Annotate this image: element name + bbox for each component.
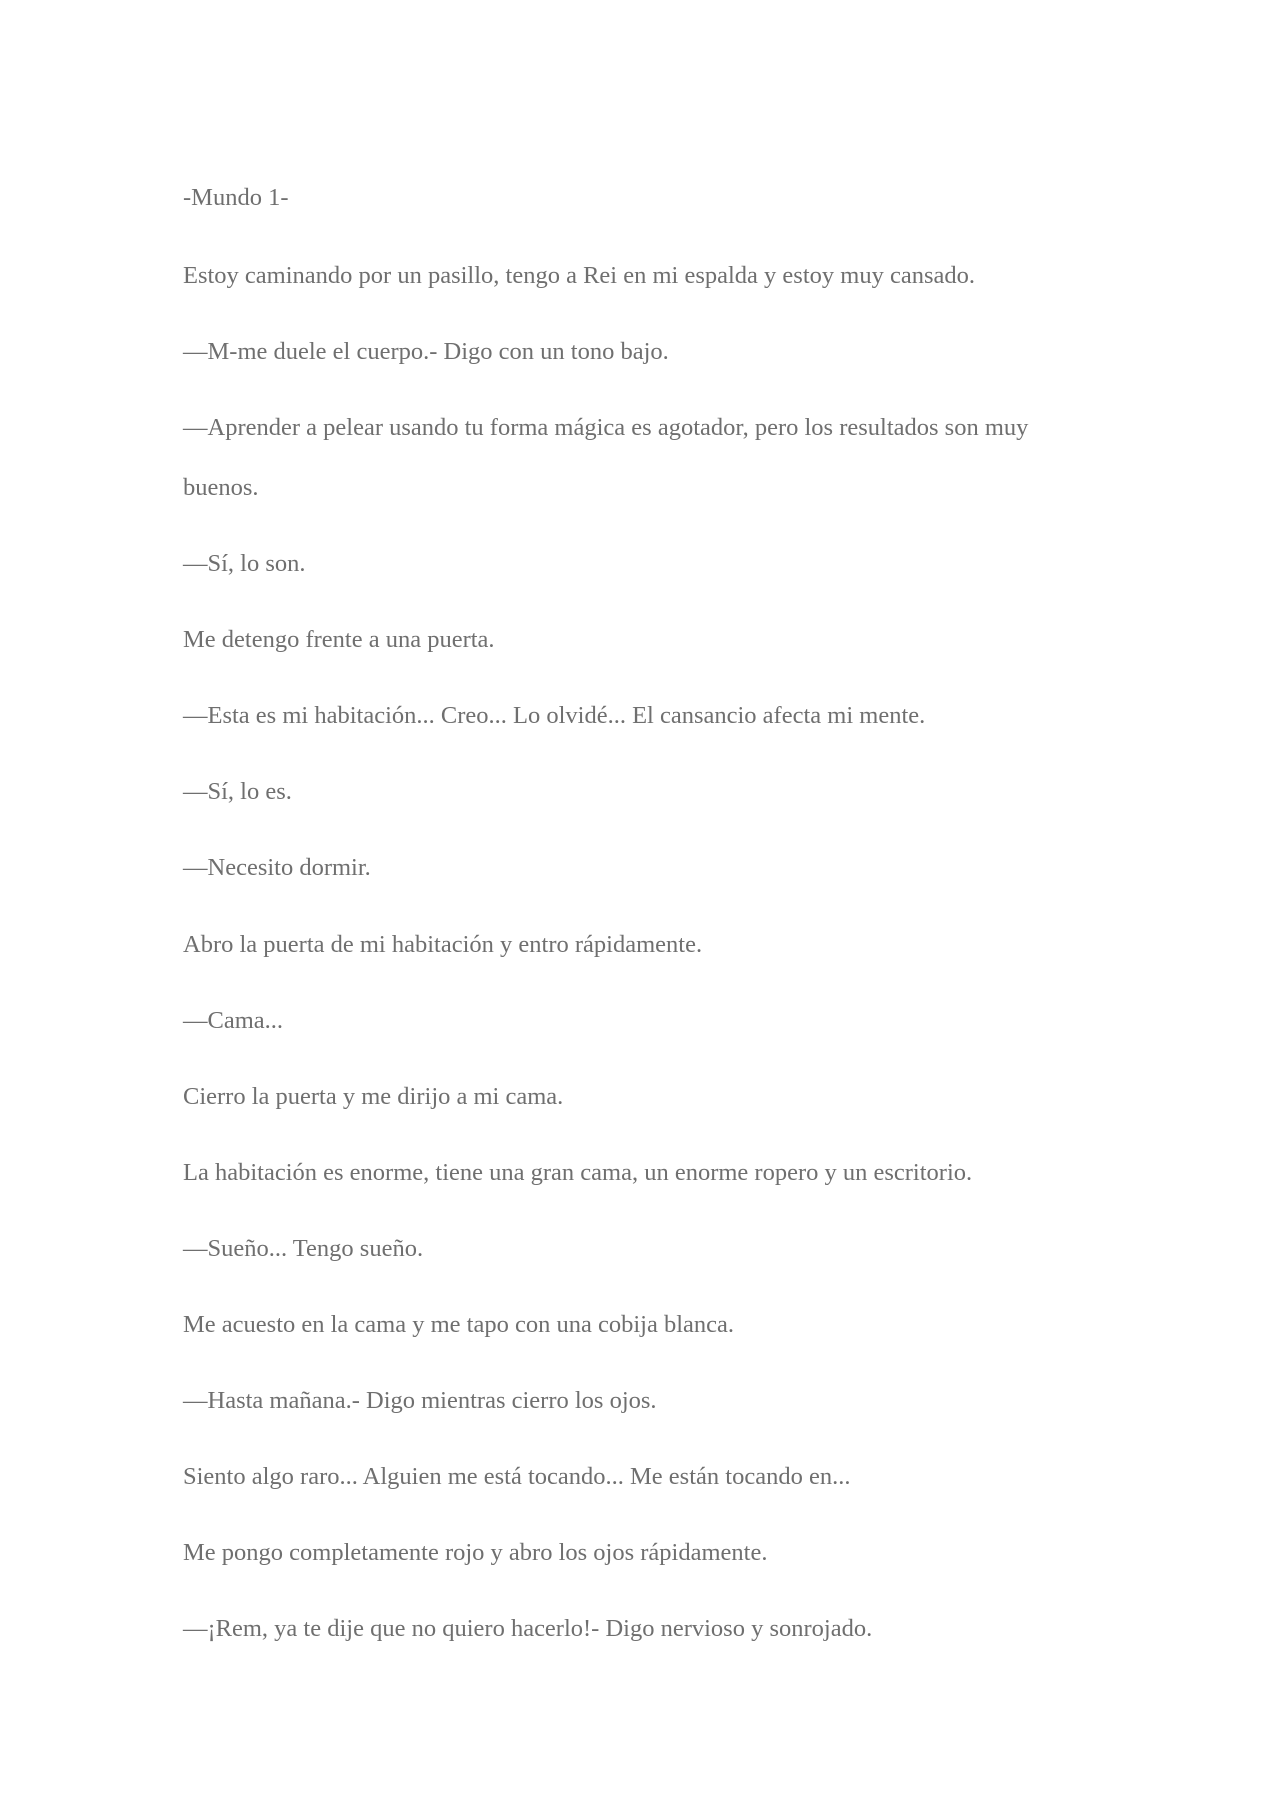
paragraph-line: La habitación es enorme, tiene una gran cama, un enorme ropero y un escritorio. [183, 1159, 973, 1186]
paragraph-line: Estoy caminando por un pasillo, tengo a Rei en mi espalda y estoy muy cansado. [183, 262, 975, 289]
paragraph-line: Siento algo raro... Alguien me está tocando... Me están tocando en... [183, 1463, 851, 1490]
paragraph-line: Me acuesto en la cama y me tapo con una cobija blanca. [183, 1311, 735, 1338]
paragraph-line: —Sueño... Tengo sueño. [183, 1235, 424, 1262]
paragraph-line: Abro la puerta de mi habitación y entro rápidamente. [183, 931, 703, 958]
paragraph-line: —Sí, lo son. [183, 550, 306, 577]
paragraph-line: —Hasta mañana.- Digo mientras cierro los ojos. [183, 1387, 657, 1414]
chapter-heading: -Mundo 1- [183, 184, 289, 211]
paragraph-line: Me pongo completamente rojo y abro los ojos rápidamente. [183, 1539, 768, 1566]
paragraph-line: —Cama... [183, 1007, 284, 1034]
paragraph-line: Me detengo frente a una puerta. [183, 626, 495, 653]
paragraph-line: —Esta es mi habitación... Creo... Lo olvidé... El cansancio afecta mi mente. [183, 702, 926, 729]
paragraph-line: Cierro la puerta y me dirijo a mi cama. [183, 1083, 564, 1110]
paragraph-line: —Sí, lo es. [183, 778, 292, 805]
paragraph-line: —Necesito dormir. [183, 854, 371, 881]
paragraph-line: —M-me duele el cuerpo.- Digo con un tono bajo. [183, 338, 669, 365]
paragraph-line: buenos. [183, 474, 259, 501]
paragraph-line: —¡Rem, ya te dije que no quiero hacerlo!- Digo nervioso y sonrojado. [183, 1615, 873, 1642]
paragraph-line: —Aprender a pelear usando tu forma mágica es agotador, pero los resultados son muy [183, 414, 1029, 441]
